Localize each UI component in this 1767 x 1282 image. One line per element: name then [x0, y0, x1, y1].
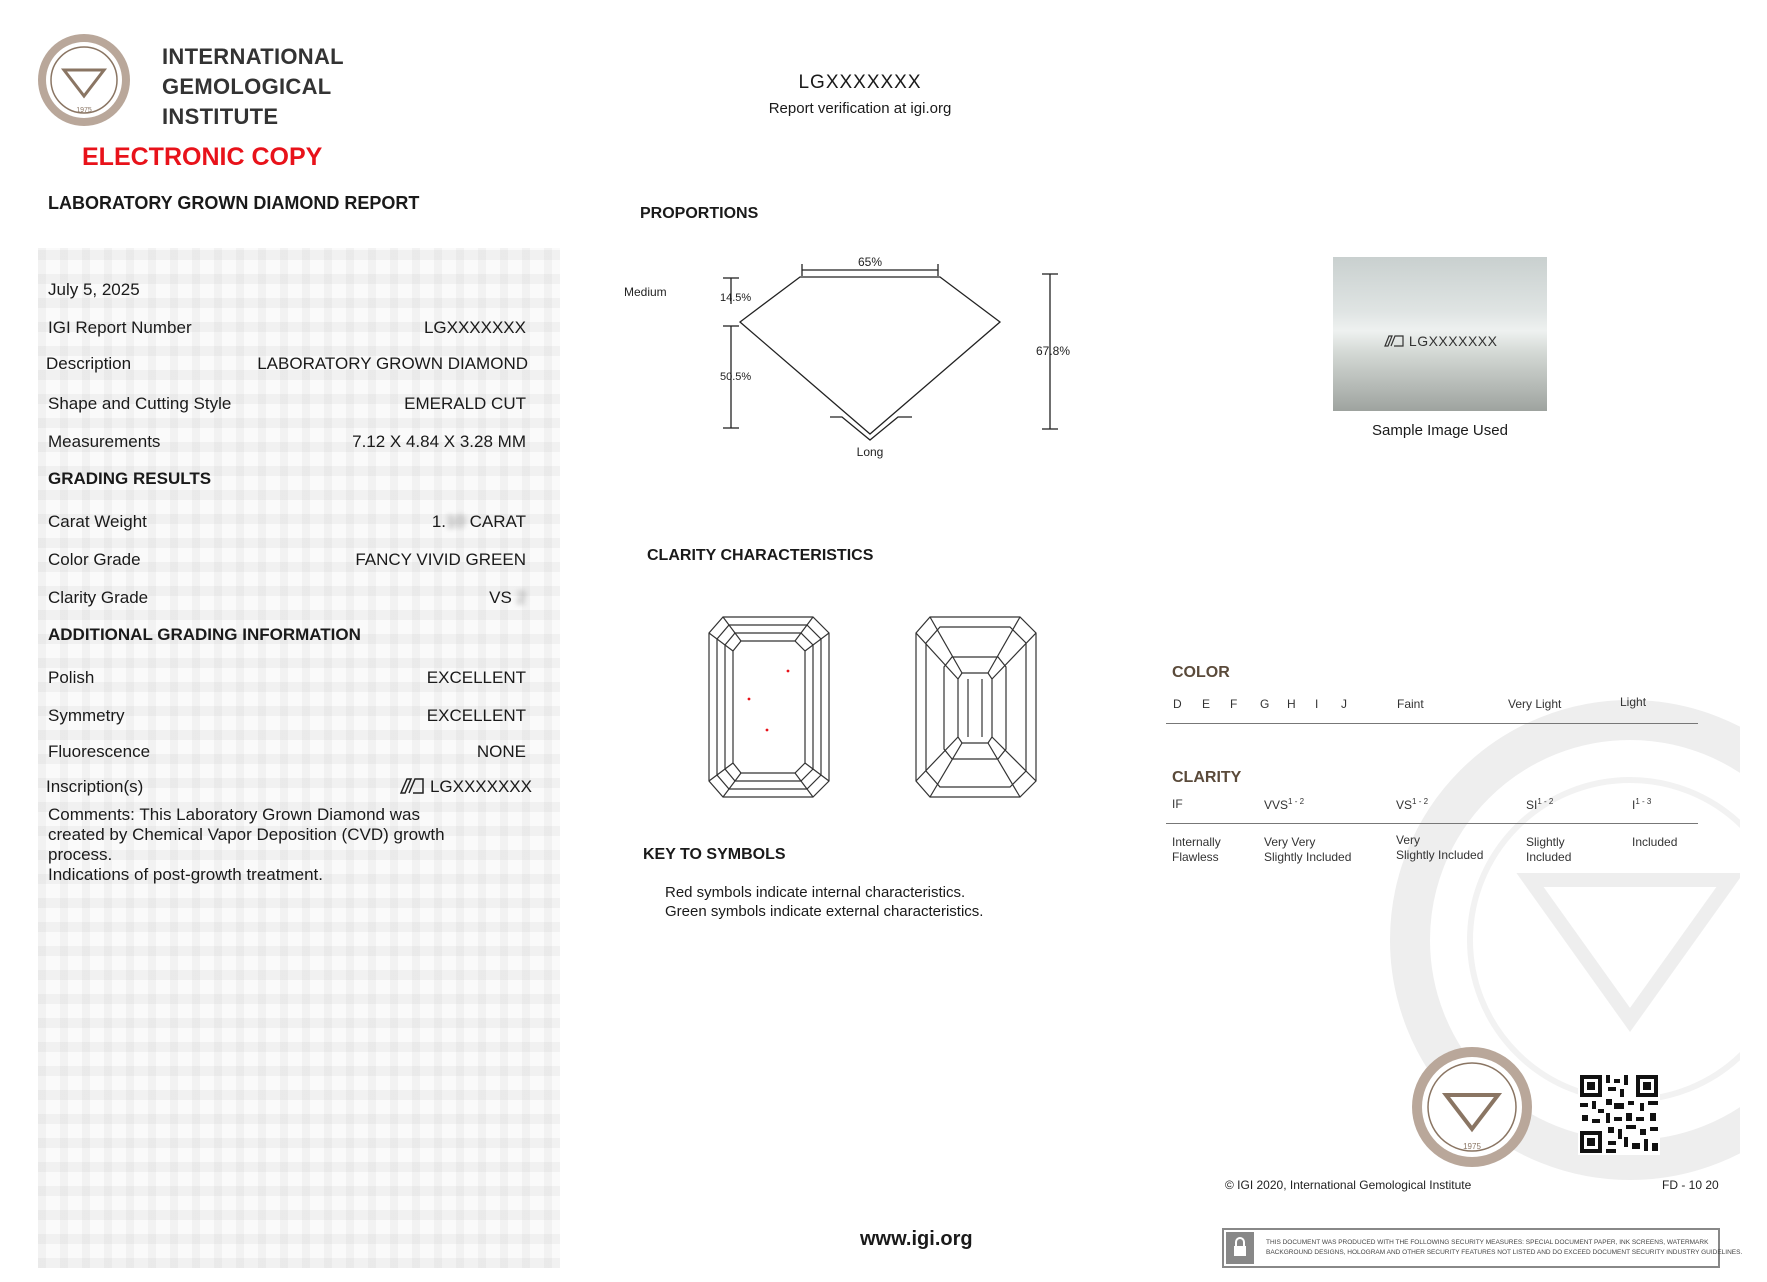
copyright: © IGI 2020, International Gemological Institute: [1225, 1178, 1472, 1192]
lock-icon: [1226, 1232, 1254, 1264]
seal-year: 1975: [1463, 1142, 1481, 1151]
website-link[interactable]: www.igi.org: [860, 1228, 973, 1250]
clarity-scale-line: [1166, 823, 1698, 824]
igi-seal: [1410, 1045, 1534, 1169]
report-title: LABORATORY GROWN DIAMOND REPORT: [48, 193, 420, 213]
fluorescence-row: Fluorescence NONE: [48, 742, 526, 761]
sample-image: [1333, 257, 1547, 411]
security-notice: THIS DOCUMENT WAS PRODUCED WITH THE FOLLOWING SECURITY MEASURES: SPECIAL DOCUMENT PAPER, INK SCREENS, WATERMARK BACKGROUND DESIGNS, HOLOGRAM AND OTHER SECURITY FEATURES NOT LISTED AND DO EXCEED DOCUMENT SECURITY INDUSTRY GUIDELINES.: [1222, 1228, 1720, 1268]
depth-percent: 67.8%: [1036, 344, 1071, 358]
inclusion-mark: [766, 729, 769, 732]
clarity-scale: IF VVS$^{1 - 2}$ VS$^{1 - 2}$ SI$^{1 - 2}$ $I^{1 - 3}$: [1172, 797, 1652, 812]
color-scale-heading: COLOR: [1172, 664, 1230, 681]
pavilion-percent: 50.5%: [720, 371, 752, 383]
comments: Comments: This Laboratory Grown Diamond was created by Chemical Vapor Deposition (CVD) growth process. Indications of post-growth treatment.: [48, 805, 445, 884]
clarity-descriptions: Internally Flawless Very Very Slightly Included Very Slightly Included Slightly Included Included: [1172, 833, 1678, 864]
report-date: July 5, 2025: [48, 280, 140, 299]
clarity-scale-heading: CLARITY: [1172, 769, 1242, 786]
verification-link[interactable]: Report verification at igi.org: [768, 100, 952, 117]
polish-row: Polish EXCELLENT: [48, 668, 526, 687]
electronic-copy-label: ELECTRONIC COPY: [82, 143, 323, 171]
org-line-1: INTERNATIONAL: [162, 44, 344, 69]
grading-results-heading: GRADING RESULTS: [48, 469, 212, 488]
table-percent: 65%: [857, 255, 883, 269]
clarity-plot-crown: [705, 613, 835, 805]
color-grade-row: Color Grade FANCY VIVID GREEN: [48, 550, 526, 569]
proportions-heading: PROPORTIONS: [640, 205, 759, 222]
girdle-label: Medium: [624, 285, 667, 299]
form-code: FD - 10 20: [1662, 1178, 1719, 1192]
additional-grading-heading: ADDITIONAL GRADING INFORMATION: [48, 625, 361, 644]
key-to-symbols-heading: KEY TO SYMBOLS: [643, 846, 786, 863]
qr-code[interactable]: [1578, 1073, 1660, 1155]
clarity-characteristics-heading: CLARITY CHARACTERISTICS: [647, 547, 874, 564]
clarity-grade-row: Clarity Grade VS 2: [48, 588, 526, 607]
igi-inscription-icon: [399, 777, 425, 795]
seal-year: 1975: [76, 107, 92, 114]
clarity-plot-pavilion: [912, 613, 1042, 805]
sample-image-caption: Sample Image Used: [1372, 422, 1508, 439]
carat-weight-row: Carat Weight 1.10 CARAT: [48, 512, 526, 531]
proportions-diagram: [620, 244, 1090, 464]
inclusion-mark: [787, 670, 790, 673]
igi-seal-logo: [36, 32, 132, 128]
inscription-row: Inscription(s) LGXXXXXXX: [46, 777, 532, 796]
sample-inscription: LGXXXXXXX: [1408, 333, 1498, 349]
field-row: Shape and Cutting Style EMERALD CUT: [48, 394, 526, 413]
color-scale-line: [1166, 723, 1698, 724]
igi-inscription-icon: [1383, 334, 1405, 348]
symmetry-row: Symmetry EXCELLENT: [48, 706, 526, 725]
diamond-profile: [740, 277, 1000, 434]
field-row: Description LABORATORY GROWN DIAMOND: [46, 354, 528, 373]
inclusion-mark: [748, 698, 751, 701]
culet-label: Long: [856, 445, 884, 459]
color-scale: D E F G H I J Faint Very Light Light: [1173, 695, 1647, 711]
org-line-2: GEMOLOGICAL: [162, 74, 332, 99]
header-report-number: LGXXXXXXX: [798, 72, 922, 93]
organization-name: [162, 42, 344, 132]
field-row: Measurements 7.12 X 4.84 X 3.28 MM: [48, 432, 526, 451]
crown-percent: 14.5%: [720, 292, 752, 304]
key-to-symbols-text: Red symbols indicate internal characteristics. Green symbols indicate external characteristics.: [665, 884, 984, 920]
field-row: IGI Report Number LGXXXXXXX: [48, 318, 526, 337]
org-line-3: INSTITUTE: [162, 104, 279, 129]
